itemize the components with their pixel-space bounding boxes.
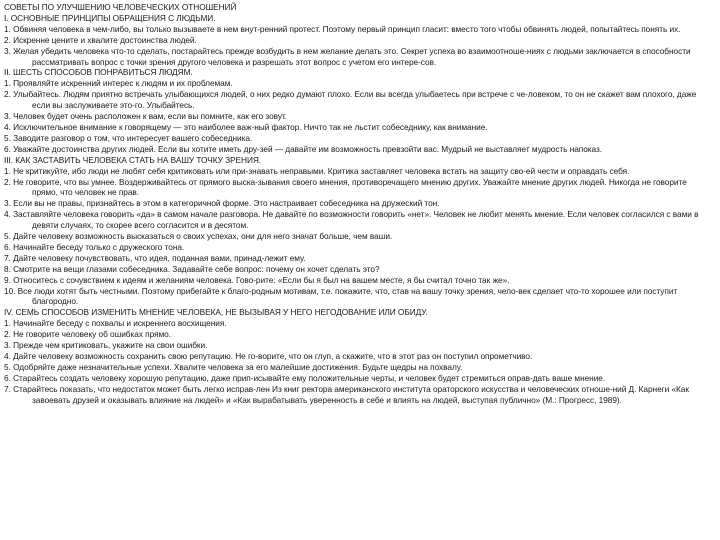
- list-item: 7. Дайте человеку почувствовать, что идея, поданная вами, принад-лежит ему.: [4, 252, 306, 263]
- section-heading: IV. СЕМЬ СПОСОБОВ ИЗМЕНИТЬ МНЕНИЕ ЧЕЛОВЕКА, НЕ ВЫЗЫВАЯ У НЕГО НЕГОДОВАНИЕ ИЛИ ОБИДУ.: [4, 307, 428, 318]
- list-item: 3. Желая убедить человека что-то сделать, постарайтесь прежде возбудить в нем желание делать это. Секрет успеха во взаимоотноше-ниях с людьми заключается в способности рассматривать вопрос с точки зрения другого человека и разрешать этот вопрос с учетом его интере-сов.: [4, 45, 691, 67]
- section-heading: I. ОСНОВНЫЕ ПРИНЦИПЫ ОБРАЩЕНИЯ С ЛЮДЬМИ.: [4, 12, 216, 23]
- list-item: 6. Уважайте достоинства других людей. Если вы хотите иметь дру-зей — давайте им возможность превзойти вас. Мудрый не выставляет мудрость напоказ.: [4, 143, 603, 154]
- list-item: 1. Проявляйте искренний интерес к людям и их проблемам.: [4, 78, 233, 89]
- list-item: 4. Исключительное внимание к говорящему — это наиболее важ-ный фактор. Ничто так не льстит собеседнику, как внимание.: [4, 121, 488, 132]
- list-item: 1. Не критикуйте, ибо люди не любят себя критиковать или при-знавать неправыми. Критика заставляет человека встать на защиту сво-ей чести и оправдать себя.: [4, 165, 630, 176]
- list-item: 2. Не говорите, что вы умнее. Воздерживайтесь от прямого выска-зывания своего мнения, противоречащего мнению других. Уважайте мнение других людей. Никогда не говорите прямо, что человек не прав.: [4, 176, 687, 198]
- list-item: 7. Старайтесь показать, что недостаток может быть легко исправ-лен Из книг ректора американского института ораторского искусства и человеческих отноше-ний Д. Карнеги «Как завоевать друзей и оказывать влияние на людей» и «Как вырабатывать уверенность в себе и влиять на людей, выступая публично» (М.: Прогресс, 1989).: [4, 383, 689, 405]
- section-1: [4, 13, 708, 68]
- section-2: [4, 67, 708, 154]
- list-item: 2. Не говорите человеку об ошибках прямо.: [4, 329, 172, 340]
- list-item: 4. Дайте человеку возможность сохранить свою репутацию. Не го-ворите, что он глуп, а скажите, что в этот раз он поступил опрометчиво.: [4, 351, 533, 361]
- list-item: 1. Начинайте беседу с похвалы и искреннего восхищения.: [4, 318, 227, 329]
- list-item: 4. Заставляйте человека говорить «да» в самом начале разговора. Не давайте по возможности говорить «нет». Человек не любит менять мнение. Если человек согласился с вами в девяти случаях, то скорее всего согласится и в десятом.: [4, 209, 699, 231]
- list-item: 5. Дайте человеку возможность высказаться о своих успехах, они для него значат больше, чем ваши.: [4, 231, 393, 242]
- list-item: 2. Искренне цените и хвалите достоинства людей.: [4, 34, 197, 45]
- document-title: СОВЕТЫ ПО УЛУЧШЕНИЮ ЧЕЛОВЕЧЕСКИХ ОТНОШЕНИЙ: [4, 2, 237, 12]
- list-item: 9. Относитесь с сочувствием к идеям и желаниям человека. Гово-рите: «Если бы я был на вашем месте, я бы считал точно так же».: [4, 274, 510, 285]
- list-item: 5. Одобряйте даже незначительные успехи. Хвалите человека за его малейшие достижения. Будьте щедры на похвалу.: [4, 361, 463, 372]
- list-item: 5. Заводите разговор о том, что интересует вашего собеседника.: [4, 132, 253, 143]
- list-item: 6. Начинайте беседу только с дружеского тона.: [4, 241, 185, 252]
- list-item: 2. Улыбайтесь. Людям приятно встречать улыбающихся людей, о них редко думают плохо. Если вы всегда улыбаетесь при встрече с че-ловеком, то он не скажет вам плохого, даже если вы заслуживаете это-го. Улыбайтесь.: [4, 89, 697, 111]
- section-4: [4, 307, 708, 405]
- list-item: 8. Смотрите на вещи глазами собеседника. Задавайте себе вопрос: почему он хочет сделать это?: [4, 263, 380, 274]
- section-heading: III. КАК ЗАСТАВИТЬ ЧЕЛОВЕКА СТАТЬ НА ВАШУ ТОЧКУ ЗРЕНИЯ.: [4, 154, 262, 165]
- list-item: 3. Если вы не правы, признайтесь в этом в категоричной форме. Это настраивает собеседника на дружеский тон.: [4, 198, 440, 209]
- list-item: 10. Все люди хотят быть честными. Поэтому прибегайте к благо-родным мотивам, т.е. покажите, что, став на вашу точку зрения, чело-век сделает что-то хорошее или поступит благородно.: [4, 285, 678, 307]
- list-item: 3. Человек будет очень расположен к вам, если вы помните, как его зовут.: [4, 111, 288, 122]
- list-item: 3. Прежде чем критиковать, укажите на свои ошибки.: [4, 340, 208, 351]
- list-item: 1. Обвиняя человека в чем-либо, вы только вызываете в нем внут-ренний протест. Поэтому первый принцип гласит: вместо того чтобы обвинять людей, попытайтесь понять их.: [4, 23, 681, 34]
- list-item: 6. Старайтесь создать человеку хорошую репутацию, даже прип-исывайте ему положительные черты, и человек будет стремиться оправ-дать ваше мнение.: [4, 372, 606, 383]
- section-heading: II. ШЕСТЬ СПОСОБОВ ПОНРАВИТЬСЯ ЛЮДЯМ.: [4, 67, 193, 78]
- section-3: [4, 155, 708, 308]
